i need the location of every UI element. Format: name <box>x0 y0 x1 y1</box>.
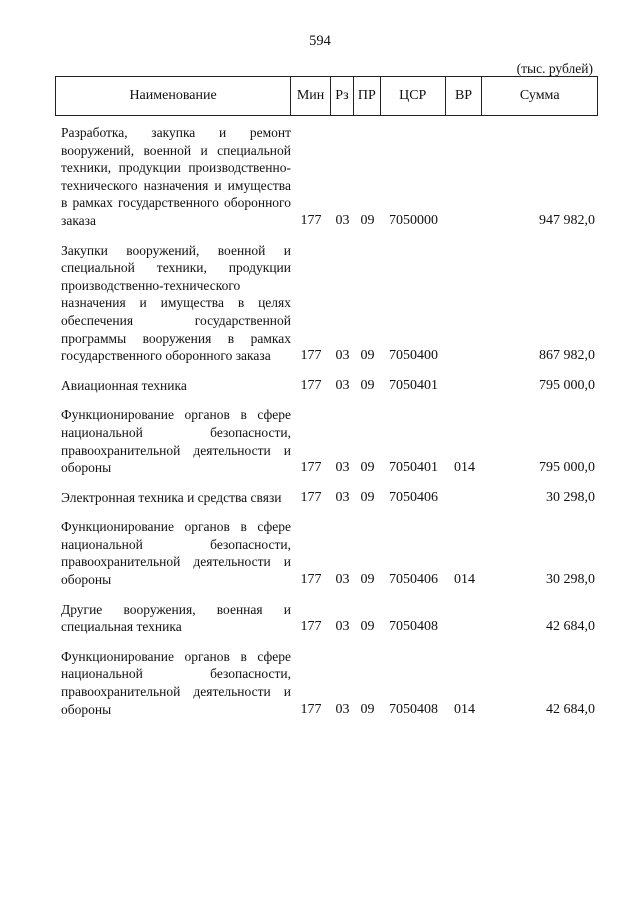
table-row <box>55 406 598 476</box>
row-csr: 7050408 <box>389 701 438 717</box>
row-pr: 09 <box>360 701 375 717</box>
table-header <box>55 76 598 116</box>
units-note: (тыс. рублей) <box>516 61 593 76</box>
row-name: Функционирование органов в сфере национальной безопасности, правоохранительной деятельности и обороны <box>61 519 291 588</box>
row-name: Закупки вооружений, военной и специальной техники, продукции производственно-технического назначения и имущества в целях обеспечения государственной программы вооружения в рамках государственного оборонного заказа <box>61 242 291 364</box>
header-csr: ЦСР <box>381 77 446 115</box>
row-name: Разработка, закупка и ремонт вооружений, военной и специальной техники, продукции производственно-технического назначения и имущества в рамках государственного оборонного заказа <box>61 125 291 228</box>
row-csr: 7050000 <box>389 212 438 228</box>
row-rz: 03 <box>335 489 350 505</box>
row-rz: 03 <box>335 701 350 717</box>
row-rz: 03 <box>335 377 350 393</box>
row-sum: 867 982,0 <box>539 348 595 364</box>
row-csr: 7050401 <box>389 460 438 476</box>
row-rz: 03 <box>335 460 350 476</box>
row-name: Другие вооружения, военная и специальная техника <box>61 601 291 635</box>
row-min: 177 <box>300 701 322 717</box>
row-min: 177 <box>300 572 322 588</box>
header-pr: ПР <box>354 77 381 115</box>
row-name: Электронная техника и средства связи <box>61 489 282 505</box>
row-csr: 7050406 <box>389 489 438 505</box>
row-pr: 09 <box>360 460 375 476</box>
header-name: Наименование <box>56 77 291 115</box>
row-pr: 09 <box>360 572 375 588</box>
row-pr: 09 <box>360 489 375 505</box>
header-sum: Сумма <box>519 88 560 103</box>
header-min: Мин <box>291 77 331 115</box>
row-name: Функционирование органов в сфере национальной безопасности, правоохранительной деятельности и обороны <box>61 648 291 717</box>
row-sum: 30 298,0 <box>546 572 595 588</box>
row-sum: 42 684,0 <box>546 619 595 635</box>
table-row <box>55 242 598 365</box>
row-min: 177 <box>300 619 322 635</box>
table-body <box>55 124 598 730</box>
row-csr: 7050400 <box>389 348 438 364</box>
row-sum: 947 982,0 <box>539 212 595 228</box>
row-vr: 014 <box>454 701 475 717</box>
row-sum: 30 298,0 <box>546 489 595 505</box>
header-vr: ВР <box>446 77 483 115</box>
row-name: Авиационная техника <box>61 377 187 393</box>
row-sum: 42 684,0 <box>546 701 595 717</box>
row-rz: 03 <box>335 348 350 364</box>
row-min: 177 <box>300 489 322 505</box>
row-sum: 795 000,0 <box>539 460 595 476</box>
table-row <box>55 124 598 230</box>
table-row <box>55 648 598 718</box>
row-rz: 03 <box>335 619 350 635</box>
row-vr: 014 <box>454 572 475 588</box>
table-row <box>55 518 598 588</box>
table-row <box>55 489 598 507</box>
row-name: Функционирование органов в сфере национальной безопасности, правоохранительной деятельности и обороны <box>61 407 291 476</box>
row-csr: 7050401 <box>389 377 438 393</box>
row-min: 177 <box>300 377 322 393</box>
row-rz: 03 <box>335 212 350 228</box>
header-rz: Рз <box>331 77 354 115</box>
row-pr: 09 <box>360 348 375 364</box>
row-rz: 03 <box>335 572 350 588</box>
row-vr: 014 <box>454 460 475 476</box>
row-min: 177 <box>300 212 322 228</box>
table-row <box>55 377 598 395</box>
row-pr: 09 <box>360 377 375 393</box>
row-csr: 7050406 <box>389 572 438 588</box>
page-number: 594 <box>309 33 331 49</box>
table-row <box>55 601 598 636</box>
row-csr: 7050408 <box>389 619 438 635</box>
row-min: 177 <box>300 460 322 476</box>
row-pr: 09 <box>360 212 375 228</box>
row-pr: 09 <box>360 619 375 635</box>
row-min: 177 <box>300 348 322 364</box>
row-sum: 795 000,0 <box>539 377 595 393</box>
